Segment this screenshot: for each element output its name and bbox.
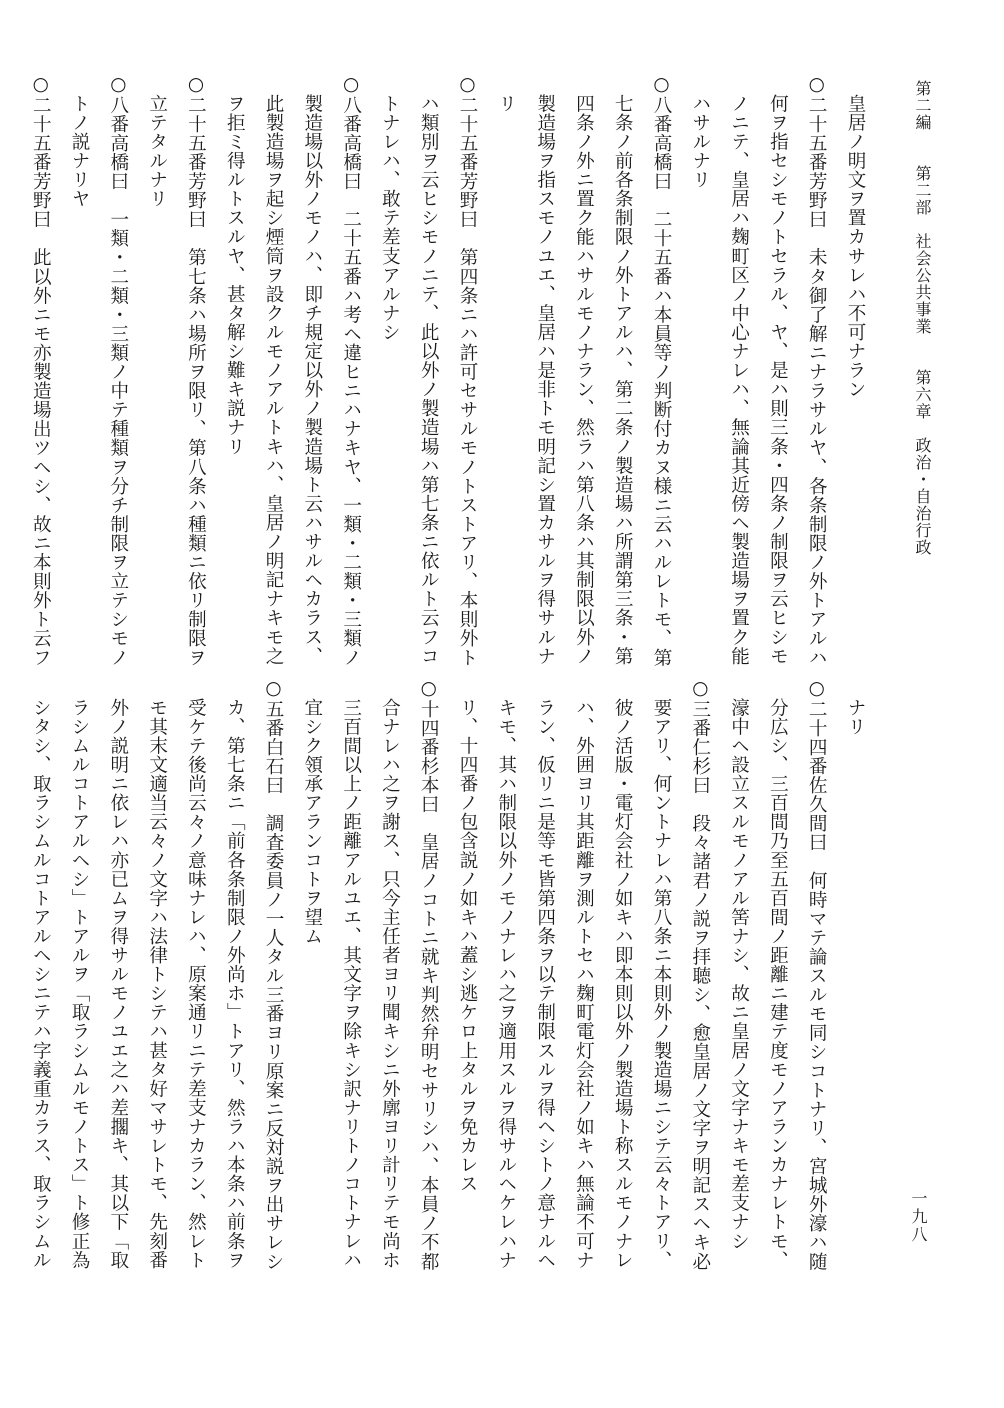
text-line: 何ヲ指セシモノトセラル、ヤ、是ハ則三条・四条ノ制限ヲ云ヒシモ (767, 94, 789, 666)
text-line: 彼ノ活版・電灯会社ノ如キハ即本則以外ノ製造場ト称スルモノナレ (612, 698, 634, 1270)
text-line: 三百間以上ノ距離アルユエ、其文字ヲ除キシ訳ナリトノコトナレハ (340, 698, 362, 1270)
speaker-line: ○五番白石曰 調査委員ノ一人タル三番ヨリ原案ニ反対説ヲ出サレシ (263, 678, 285, 1271)
speaker-line: ○二十五番芳野曰 未タ御了解ニナラサルヤ、各条制限ノ外トアルハ (806, 74, 828, 667)
text-line: トノ説ナリヤ (69, 94, 91, 209)
text-line: 受ケテ後尚云々ノ意味ナレハ、原案通リニテ差支ナカラン、然レト (185, 698, 207, 1270)
text-line: ナリ (845, 698, 866, 737)
text-line: リ、十四番ノ包含説ノ如キハ蓋シ逃ケロ上タルヲ免カレス (457, 698, 479, 1194)
text-line: カ、第七条ニ「前各条制限ノ外尚ホ」トアリ、然ラハ本条ハ前条ヲ (224, 698, 246, 1270)
text-line: ハサルナリ (689, 94, 711, 190)
text-line: 濠中ヘ設立スルモノアル筈ナシ、故ニ皇居ノ文字ナキモ差支ナシ (728, 698, 750, 1251)
text-line: 七条ノ前各条制限ノ外トアルハ、第二条ノ製造場ハ所謂第三条・第 (612, 94, 634, 666)
running-head: 第二編 第二部 社会公共事業 第六章 政治・自治行政 (913, 80, 932, 556)
text-line: ヲ拒ミ得ルトスルヤ、甚タ解シ難キ説ナリ (224, 94, 246, 457)
text-line: 此製造場ヲ起シ煙筒ヲ設クルモノアルトキハ、皇居ノ明記ナキモ之 (263, 94, 285, 666)
text-line: 分広シ、三百間乃至五百間ノ距離ニ建テ度モノアランカナレトモ、 (767, 698, 789, 1270)
text-line: モ其末文適当云々ノ文字ハ法律トシテハ甚タ好マサレトモ、先刻番 (146, 698, 168, 1270)
page-number: 一九八 (909, 1190, 928, 1244)
speaker-line: ○二十五番芳野曰 此以外ニモ亦製造場出ツヘシ、故ニ本則外ト云フ (30, 74, 52, 667)
text-line: 皇居ノ明文ヲ置カサレハ不可ナラン (845, 94, 866, 400)
speaker-line: ○二十五番芳野曰 第七条ハ場所ヲ限リ、第八条ハ種類ニ依リ制限ヲ (185, 74, 207, 667)
text-line: トナレハ、敢テ差支アルナシ (379, 94, 401, 343)
text-line: 四条ノ外ニ置ク能ハサルモノナラン、然ラハ第八条ハ其制限以外ノ (573, 94, 595, 666)
text-block-lower (30, 678, 874, 1278)
text-line: シタシ、取ラシムルコトアルヘシニテハ字義重カラス、取ラシムル (30, 698, 52, 1270)
text-line: ハ類別ヲ云ヒシモノニテ、此以外ノ製造場ハ第七条ニ依ルト云フコ (418, 94, 440, 666)
text-line: ラシムルコトアルヘシ」トアルヲ「取ラシムルモノトス」ト修正為 (69, 698, 91, 1270)
text-line: 宜シク領承アランコトヲ望ム (301, 698, 323, 947)
text-line: ラン、仮リニ是等モ皆第四条ヲ以テ制限スルヲ得ヘシトノ意ナルヘ (534, 698, 556, 1270)
speaker-line: ○三番仁杉曰 段々諸君ノ説ヲ拝聴シ、愈皇居ノ文字ヲ明記スヘキ必 (689, 678, 711, 1271)
text-line: 合ナレハ之ヲ謝ス、只今主任者ヨリ聞キシニ外廓ヨリ計リテモ尚ホ (379, 698, 401, 1270)
text-line: キモ、其ハ制限以外ノモノナレハ之ヲ適用スルヲ得サルヘケレハナ (495, 698, 517, 1270)
speaker-line: ○二十五番芳野曰 第四条ニハ許可セサルモノトストアリ、本則外ト (457, 74, 479, 667)
speaker-line: ○十四番杉本曰 皇居ノコトニ就キ判然弁明セサリシハ、本員ノ不都 (418, 678, 440, 1271)
speaker-line: ○八番高橋曰 二十五番ハ本員等ノ判断付カヌ様ニ云ハルレトモ、第 (651, 74, 673, 667)
speaker-line: ○八番高橋曰 一類・二類・三類ノ中テ種類ヲ分チ制限ヲ立テシモノ (107, 74, 129, 667)
speaker-line: ○八番高橋曰 二十五番ハ考ヘ違ヒニハナキヤ、一類・二類・三類ノ (340, 74, 362, 667)
text-line: 外ノ説明ニ依レハ亦已ムヲ得サルモノユエ之ハ差擱キ、其以下「取 (107, 698, 129, 1270)
text-line: ハ、外囲ヨリ其距離ヲ測ルトセハ麹町電灯会社ノ如キハ無論不可ナ (573, 698, 595, 1270)
text-line: ノニテ、皇居ハ麹町区ノ中心ナレハ、無論其近傍ヘ製造場ヲ置ク能 (728, 94, 750, 666)
speaker-line: ○二十四番佐久間曰 何時マテ論スルモ同シコトナリ、宮城外濠ハ随 (806, 678, 828, 1271)
text-line: 要アリ、何ントナレハ第八条ニ本則外ノ製造場ニシテ云々トアリ、 (651, 698, 673, 1270)
text-line: 製造場ヲ指スモノユエ、皇居ハ是非トモ明記シ置カサルヲ得サルナ (534, 94, 556, 666)
text-line: 立テタルナリ (146, 94, 168, 209)
text-line: リ (495, 94, 517, 114)
text-block-upper (30, 74, 874, 667)
text-line: 製造場以外ノモノハ、即チ規定以外ノ製造場ト云ハサルヘカラス、 (301, 94, 323, 666)
